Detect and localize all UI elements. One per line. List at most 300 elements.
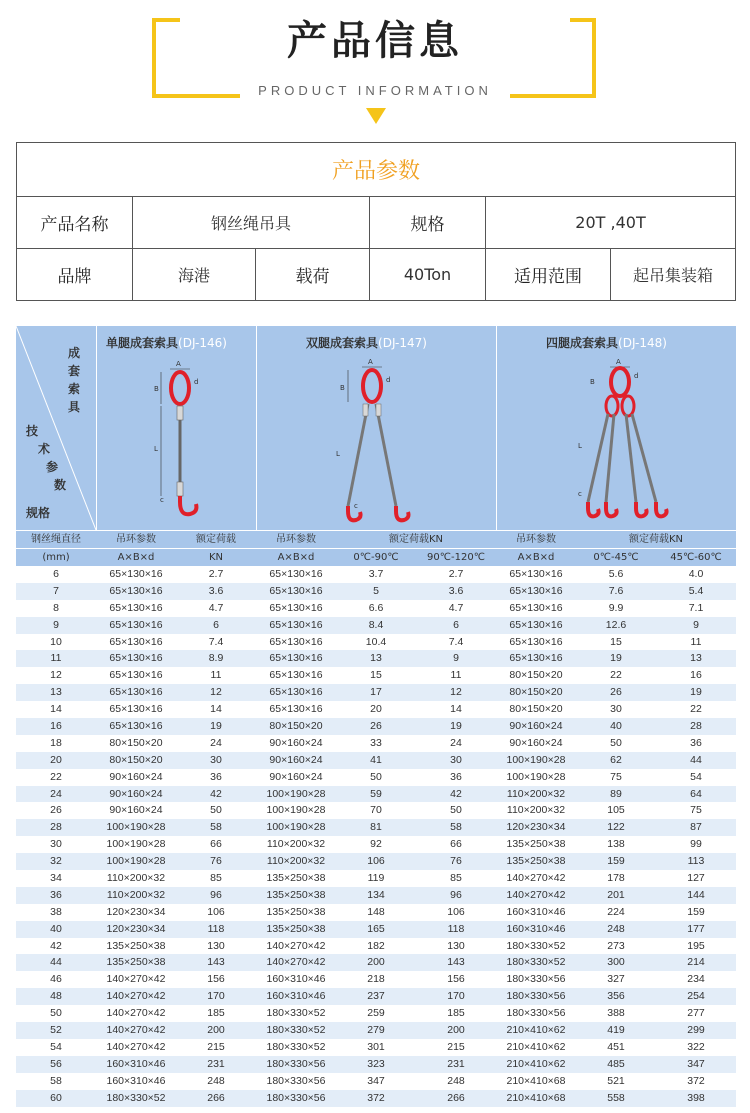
cell-ring2: 65×130×16 [269, 618, 323, 631]
cell-ring4: 210×410×62 [506, 1040, 566, 1053]
col-temp-4a: 0℃-45℃ [593, 552, 639, 563]
dim-d-label: d [386, 376, 391, 384]
cell-dia: 13 [50, 686, 62, 699]
col-temp-4b: 45℃-60℃ [670, 552, 722, 563]
col-unit-kn: KN [208, 552, 224, 563]
dim-b-label: B [154, 385, 159, 393]
cell-load4b: 99 [690, 838, 702, 851]
cell-dia: 11 [50, 652, 62, 665]
table-row [16, 921, 736, 938]
cell-load2a: 323 [367, 1057, 385, 1070]
cell-ring2: 65×130×16 [269, 669, 323, 682]
table-row [16, 988, 736, 1005]
cell-ring1: 140×270×42 [106, 973, 166, 986]
cell-load2a: 33 [370, 736, 382, 749]
cell-load2a: 347 [367, 1074, 385, 1087]
cell-load2b: 9 [453, 652, 459, 665]
cell-ring1: 140×270×42 [106, 990, 166, 1003]
table-row [16, 887, 736, 904]
cell-ring4: 140×270×42 [506, 888, 566, 901]
cell-load4a: 300 [607, 956, 625, 969]
cell-load2a: 17 [370, 686, 382, 699]
cell-load4b: 28 [690, 720, 702, 733]
cell-load2a: 301 [367, 1040, 385, 1053]
cell-ring1: 180×330×52 [106, 1091, 166, 1104]
cell-load4b: 9 [693, 618, 699, 631]
single-leg-title: 单腿成套索具(DJ-146) [106, 336, 227, 350]
cell-load4b: 299 [687, 1024, 705, 1037]
cell-load4b: 195 [687, 939, 705, 952]
corner-mid-4: 数 [54, 478, 67, 492]
cell-ring1: 100×190×28 [106, 855, 166, 868]
cell-ring4: 180×330×56 [506, 990, 566, 1003]
cell-load1: 36 [210, 770, 222, 783]
cell-load1: 12 [210, 686, 222, 699]
cell-dia: 16 [50, 720, 62, 733]
cell-dia: 32 [50, 855, 62, 868]
cell-ring4: 140×270×42 [506, 872, 566, 885]
cell-load4b: 13 [690, 652, 702, 665]
dim-l-label: L [578, 442, 582, 450]
cell-ring1: 65×130×16 [109, 652, 163, 665]
page-title: 产品信息 [180, 10, 570, 72]
table-row [16, 583, 736, 600]
cell-load2b: 7.4 [448, 635, 464, 648]
dim-c-label: c [160, 496, 164, 504]
cell-load4a: 89 [610, 787, 622, 800]
dim-b-label: B [590, 378, 595, 386]
spec-rows [16, 566, 736, 1107]
divider [496, 326, 497, 530]
cell-ring1: 135×250×38 [106, 939, 166, 952]
cell-load1: 58 [210, 821, 222, 834]
cell-ring4: 180×330×56 [506, 1007, 566, 1020]
cell-ring1: 135×250×38 [106, 956, 166, 969]
cell-load4a: 521 [607, 1074, 625, 1087]
cell-ring1: 110×200×32 [106, 888, 166, 901]
cell-load1: 66 [210, 838, 222, 851]
cell-ring4: 210×410×68 [506, 1074, 566, 1087]
cell-dia: 9 [53, 618, 59, 631]
cell-load1: 106 [207, 905, 225, 918]
cell-ring1: 140×270×42 [106, 1024, 166, 1037]
cell-load2a: 134 [367, 888, 385, 901]
cell-load1: 143 [207, 956, 225, 969]
cell-load4a: 15 [610, 635, 622, 648]
scope-value: 起吊集装箱 [611, 249, 736, 301]
cell-ring2: 90×160×24 [269, 736, 323, 749]
cell-load4a: 356 [607, 990, 625, 1003]
cell-ring2: 135×250×38 [266, 905, 326, 918]
cell-ring1: 120×230×34 [106, 905, 166, 918]
cell-load4a: 451 [607, 1040, 625, 1053]
cell-load1: 200 [207, 1024, 225, 1037]
cell-load4b: 11 [690, 635, 702, 648]
spec-table [16, 326, 736, 1106]
table-row [16, 1039, 736, 1056]
cell-ring1: 65×130×16 [109, 720, 163, 733]
cell-ring4: 110×200×32 [506, 804, 566, 817]
cell-load4a: 75 [610, 770, 622, 783]
cell-load1: 130 [207, 939, 225, 952]
col-load2-header: 额定荷载KN [388, 534, 444, 545]
cell-load2b: 11 [450, 669, 462, 682]
cell-ring4: 65×130×16 [509, 568, 563, 580]
cell-load2a: 372 [367, 1091, 385, 1104]
cell-load2b: 30 [450, 753, 462, 766]
cell-ring4: 80×150×20 [509, 669, 563, 682]
cell-load2a: 6.6 [368, 601, 384, 614]
cell-load2b: 231 [447, 1057, 465, 1070]
cell-load2a: 59 [370, 787, 382, 800]
cell-dia: 6 [53, 568, 59, 580]
cell-load4a: 105 [607, 804, 625, 817]
cell-load4b: 4.0 [688, 568, 704, 580]
cell-load2a: 10.4 [365, 635, 387, 648]
cell-ring2: 100×190×28 [266, 787, 326, 800]
cell-load1: 14 [210, 703, 222, 716]
cell-ring2: 135×250×38 [266, 872, 326, 885]
cell-load4b: 22 [690, 703, 702, 716]
cell-load2a: 279 [367, 1024, 385, 1037]
cell-ring4: 180×330×52 [506, 956, 566, 969]
cell-ring1: 100×190×28 [106, 821, 166, 834]
cell-load4a: 388 [607, 1007, 625, 1020]
cell-load4b: 127 [687, 872, 705, 885]
cell-load4a: 62 [610, 753, 622, 766]
cell-load4b: 36 [690, 736, 702, 749]
cell-load2b: 96 [450, 888, 462, 901]
cell-load2b: 130 [447, 939, 465, 952]
dim-c-label: c [354, 502, 358, 510]
col-ring4-header: 吊环参数 [516, 534, 556, 545]
cell-ring2: 140×270×42 [266, 956, 326, 969]
cell-load1: 3.6 [208, 584, 224, 597]
dim-a-label: A [368, 358, 373, 366]
cell-ring2: 135×250×38 [266, 888, 326, 901]
cell-ring1: 160×310×46 [106, 1057, 166, 1070]
cell-load1: 50 [210, 804, 222, 817]
cell-dia: 56 [50, 1057, 62, 1070]
cell-ring1: 65×130×16 [109, 703, 163, 716]
cell-load1: 231 [207, 1057, 225, 1070]
corner-mid-3: 参 [46, 460, 59, 474]
cell-load1: 7.4 [208, 635, 224, 648]
cell-dia: 22 [50, 770, 62, 783]
cell-dia: 12 [50, 669, 62, 682]
table-row [16, 1090, 736, 1107]
cell-ring2: 110×200×32 [266, 838, 326, 851]
cell-ring1: 100×190×28 [106, 838, 166, 851]
cell-dia: 34 [50, 872, 62, 885]
four-leg-title: 四腿成套索具(DJ-148) [546, 336, 667, 350]
cell-load2b: 14 [450, 703, 462, 716]
name-value: 钢丝绳吊具 [133, 197, 370, 249]
cell-load4b: 54 [690, 770, 702, 783]
cell-load2b: 170 [447, 990, 465, 1003]
cell-load4a: 26 [610, 686, 622, 699]
cell-ring2: 65×130×16 [269, 703, 323, 716]
cell-load1: 6 [213, 618, 219, 631]
cell-load2b: 143 [447, 956, 465, 969]
cell-ring2: 135×250×38 [266, 922, 326, 935]
cell-ring2: 160×310×46 [266, 973, 326, 986]
cell-load4a: 159 [607, 855, 625, 868]
cell-ring2: 65×130×16 [269, 635, 323, 648]
cell-dia: 7 [53, 584, 59, 597]
cell-ring1: 140×270×42 [106, 1007, 166, 1020]
brand-label: 品牌 [17, 249, 133, 301]
table-row [16, 566, 736, 583]
cell-ring1: 80×150×20 [109, 736, 163, 749]
cell-ring2: 65×130×16 [269, 601, 323, 614]
double-leg-illustration [334, 356, 434, 524]
cell-ring2: 65×130×16 [269, 652, 323, 665]
table-row [16, 1073, 736, 1090]
cell-ring4: 80×150×20 [509, 686, 563, 699]
table-row [16, 786, 736, 803]
table-row [16, 904, 736, 921]
cell-load4a: 224 [607, 905, 625, 918]
cell-ring4: 65×130×16 [509, 618, 563, 631]
cell-load2a: 165 [367, 922, 385, 935]
cell-load2b: 215 [447, 1040, 465, 1053]
col-unit-mm: (mm) [42, 552, 70, 563]
cell-load2b: 2.7 [448, 568, 464, 580]
table-row [16, 735, 736, 752]
cell-load2a: 15 [370, 669, 382, 682]
cell-load2b: 85 [450, 872, 462, 885]
divider [256, 326, 257, 530]
cell-load2a: 218 [367, 973, 385, 986]
table-row [16, 971, 736, 988]
cell-ring2: 65×130×16 [269, 686, 323, 699]
cell-load2b: 36 [450, 770, 462, 783]
cell-dia: 10 [50, 635, 62, 648]
cell-load2b: 12 [450, 686, 462, 699]
table-row [16, 667, 736, 684]
table-row [16, 718, 736, 735]
cell-load2a: 5 [373, 584, 379, 597]
params-heading: 产品参数 [17, 143, 736, 197]
cell-ring2: 180×330×52 [266, 1040, 326, 1053]
cell-ring1: 65×130×16 [109, 635, 163, 648]
col-axbxd-1: A×B×d [117, 552, 155, 563]
cell-load4a: 558 [607, 1091, 625, 1104]
cell-load4b: 214 [687, 956, 705, 969]
cell-ring4: 65×130×16 [509, 584, 563, 597]
cell-load4a: 9.9 [608, 601, 624, 614]
cell-ring1: 120×230×34 [106, 922, 166, 935]
cell-load2b: 106 [447, 905, 465, 918]
cell-load2b: 6 [453, 618, 459, 631]
cell-ring4: 100×190×28 [506, 770, 566, 783]
cell-ring2: 180×330×56 [266, 1057, 326, 1070]
spec-value: 20T ,40T [486, 197, 736, 249]
cell-load2b: 248 [447, 1074, 465, 1087]
product-params-table [16, 142, 736, 301]
cell-load2b: 66 [450, 838, 462, 851]
cell-ring4: 135×250×38 [506, 855, 566, 868]
table-row [16, 853, 736, 870]
cell-load4b: 75 [690, 804, 702, 817]
cell-ring2: 65×130×16 [269, 568, 323, 580]
corner-mid-2: 术 [38, 442, 51, 456]
cell-ring4: 110×200×32 [506, 787, 566, 800]
cell-ring1: 160×310×46 [106, 1074, 166, 1087]
cell-ring1: 65×130×16 [109, 568, 163, 580]
cell-ring2: 140×270×42 [266, 939, 326, 952]
cell-load2a: 20 [370, 703, 382, 716]
cell-dia: 14 [50, 703, 62, 716]
cell-ring4: 160×310×46 [506, 922, 566, 935]
cell-dia: 52 [50, 1024, 62, 1037]
down-arrow-icon [366, 108, 386, 124]
cell-load2b: 42 [450, 787, 462, 800]
cell-ring4: 210×410×62 [506, 1057, 566, 1070]
cell-ring4: 65×130×16 [509, 601, 563, 614]
cell-ring4: 80×150×20 [509, 703, 563, 716]
cell-dia: 50 [50, 1007, 62, 1020]
cell-load4b: 7.1 [688, 601, 704, 614]
corner-top-4: 具 [68, 400, 81, 414]
cell-dia: 28 [50, 821, 62, 834]
table-row [16, 938, 736, 955]
cell-load2b: 24 [450, 736, 462, 749]
cell-load2a: 81 [370, 821, 382, 834]
cell-ring4: 180×330×56 [506, 973, 566, 986]
cell-ring4: 210×410×68 [506, 1091, 566, 1104]
cell-dia: 40 [50, 922, 62, 935]
cell-ring4: 90×160×24 [509, 720, 563, 733]
cell-load4b: 322 [687, 1040, 705, 1053]
cell-load1: 4.7 [208, 601, 224, 614]
cell-load1: 266 [207, 1091, 225, 1104]
cell-load2b: 266 [447, 1091, 465, 1104]
cell-ring1: 65×130×16 [109, 584, 163, 597]
cell-ring2: 90×160×24 [269, 753, 323, 766]
cell-load4a: 5.6 [608, 568, 624, 580]
cell-dia: 44 [50, 956, 62, 969]
corner-top-2: 套 [68, 364, 81, 378]
cell-load2a: 3.7 [368, 568, 384, 580]
col-ring1-header: 吊环参数 [116, 534, 156, 545]
corner-top-1: 成 [68, 346, 81, 360]
cell-load4b: 16 [690, 669, 702, 682]
cell-load4a: 7.6 [608, 584, 624, 597]
divider [96, 326, 97, 530]
cell-load4a: 50 [610, 736, 622, 749]
cell-load4a: 419 [607, 1024, 625, 1037]
dim-a-label: A [176, 360, 181, 368]
dim-a-label: A [616, 358, 621, 366]
cell-ring1: 90×160×24 [109, 804, 163, 817]
cell-dia: 30 [50, 838, 62, 851]
page-subtitle: PRODUCT INFORMATION [240, 78, 510, 104]
cell-load4b: 87 [690, 821, 702, 834]
cell-dia: 8 [53, 601, 59, 614]
cell-load1: 30 [210, 753, 222, 766]
load-label: 载荷 [256, 249, 370, 301]
table-row [16, 836, 736, 853]
cell-load4b: 64 [690, 787, 702, 800]
cell-load4b: 5.4 [688, 584, 704, 597]
dim-l-label: L [154, 445, 158, 453]
cell-ring2: 180×330×56 [266, 1074, 326, 1087]
cell-load4a: 273 [607, 939, 625, 952]
cell-load1: 76 [210, 855, 222, 868]
table-row [16, 634, 736, 651]
corner-cell [16, 326, 96, 530]
cell-load2b: 185 [447, 1007, 465, 1020]
cell-dia: 36 [50, 888, 62, 901]
cell-dia: 54 [50, 1040, 62, 1053]
cell-ring1: 90×160×24 [109, 770, 163, 783]
cell-ring1: 65×130×16 [109, 601, 163, 614]
cell-load4a: 22 [610, 669, 622, 682]
cell-ring2: 180×330×56 [266, 1091, 326, 1104]
corner-mid-1: 技 [26, 424, 39, 438]
cell-load1: 24 [210, 736, 222, 749]
cell-ring2: 65×130×16 [269, 584, 323, 597]
cell-ring1: 65×130×16 [109, 686, 163, 699]
cell-dia: 18 [50, 736, 62, 749]
cell-load4a: 178 [607, 872, 625, 885]
cell-load2b: 76 [450, 855, 462, 868]
cell-load4b: 44 [690, 753, 702, 766]
spec-header-row-1 [16, 530, 736, 548]
cell-load4b: 144 [687, 888, 705, 901]
brand-value: 海港 [133, 249, 256, 301]
cell-load2a: 106 [367, 855, 385, 868]
cell-load2a: 200 [367, 956, 385, 969]
cell-load4a: 12.6 [605, 618, 627, 631]
cell-load4a: 30 [610, 703, 622, 716]
cell-ring4: 90×160×24 [509, 736, 563, 749]
table-row [16, 650, 736, 667]
cell-ring4: 120×230×34 [506, 821, 566, 834]
cell-ring2: 180×330×52 [266, 1024, 326, 1037]
cell-load4b: 113 [687, 855, 705, 868]
col-diameter-header: 钢丝绳直径 [31, 534, 81, 545]
cell-dia: 42 [50, 939, 62, 952]
cell-load2b: 3.6 [448, 584, 464, 597]
cell-dia: 38 [50, 905, 62, 918]
cell-ring4: 100×190×28 [506, 753, 566, 766]
cell-load1: 96 [210, 888, 222, 901]
cell-ring4: 135×250×38 [506, 838, 566, 851]
cell-load2a: 119 [367, 872, 385, 885]
cell-load1: 42 [210, 787, 222, 800]
cell-load4a: 201 [607, 888, 625, 901]
cell-load4b: 19 [690, 686, 702, 699]
cell-load4b: 398 [687, 1091, 705, 1104]
dim-b-label: B [340, 384, 345, 392]
table-row [16, 701, 736, 718]
cell-load4a: 19 [610, 652, 622, 665]
table-row [16, 617, 736, 634]
cell-load2b: 58 [450, 821, 462, 834]
cell-ring1: 65×130×16 [109, 618, 163, 631]
cell-load1: 215 [207, 1040, 225, 1053]
cell-load2a: 8.4 [368, 618, 384, 631]
dim-d-label: d [634, 372, 639, 380]
cell-ring4: 160×310×46 [506, 905, 566, 918]
table-row [16, 684, 736, 701]
cell-ring1: 140×270×42 [106, 1040, 166, 1053]
cell-ring4: 65×130×16 [509, 652, 563, 665]
dim-l-label: L [336, 450, 340, 458]
